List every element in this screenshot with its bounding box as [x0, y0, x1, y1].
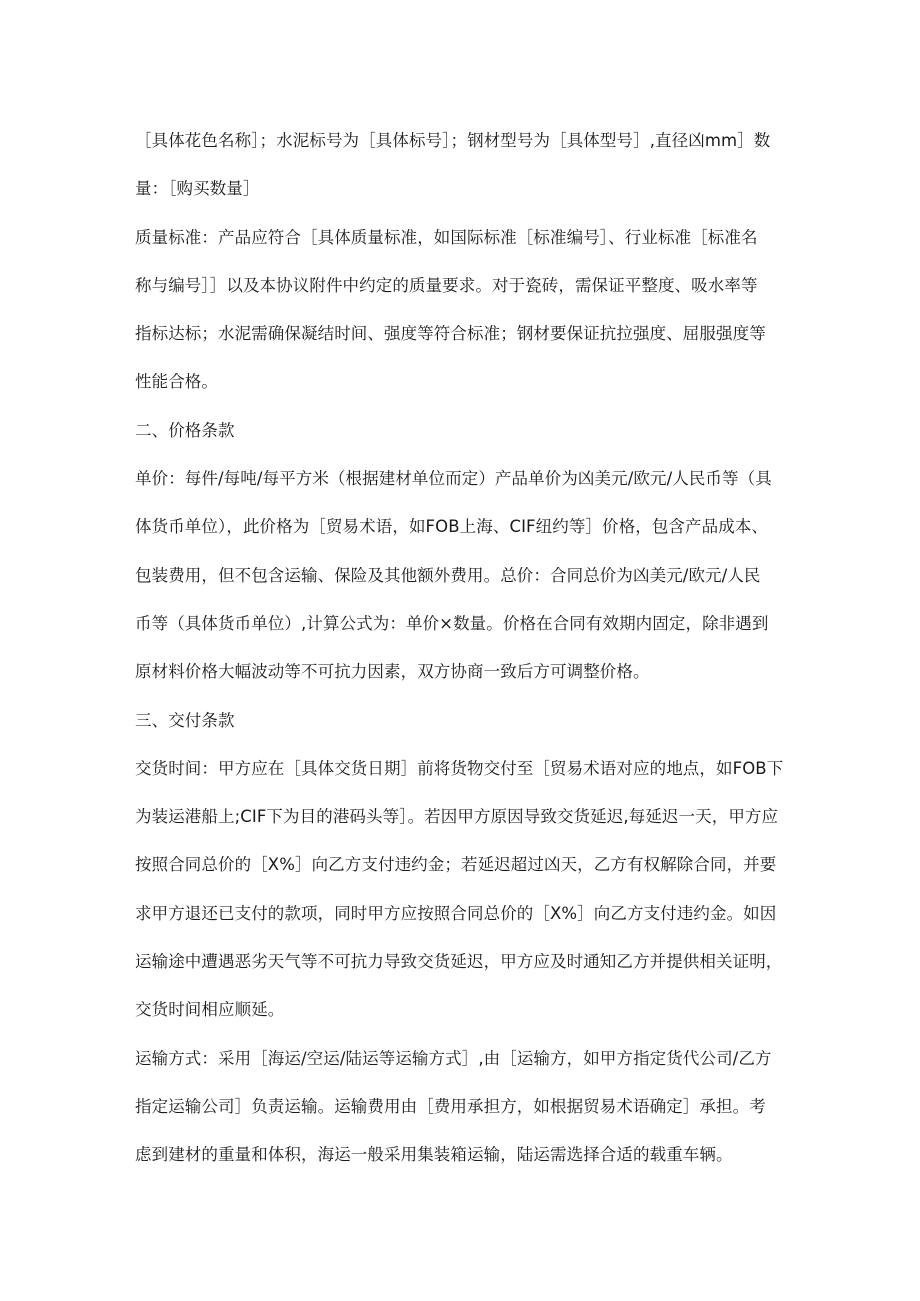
body-text-line: 按照合同总价的［X%］向乙方支付违约金；若延迟超过凶天，乙方有权解除合同，并要: [135, 855, 777, 875]
body-text-line: 交货时间：甲方应在［具体交货日期］前将货物交付至［贸易术语对应的地点，如FOB下: [135, 758, 784, 778]
body-text-line: 性能合格。: [135, 372, 218, 392]
body-text-line: 量：［购买数量］: [135, 179, 260, 199]
body-text-line: 指定运输公司］负责运输。运输费用由［费用承担方，如根据贸易术语确定］承担。考: [135, 1096, 766, 1116]
body-text-line: 指标达标；水泥需确保凝结时间、强度等符合标准；钢材要保证抗拉强度、屈服强度等: [135, 324, 766, 344]
document-body: [135, 117, 795, 1180]
body-text-line: 求甲方退还已支付的款项，同时甲方应按照合同总价的［X%］向乙方支付违约金。如因: [135, 903, 777, 923]
body-text-line: 包装费用，但不包含运输、保险及其他额外费用。总价：合同总价为凶美元/欧元/人民: [135, 565, 761, 585]
section-heading-price: 二、价格条款: [135, 420, 235, 440]
body-text-line: 交货时间相应顺延。: [135, 1000, 285, 1020]
body-text-line: 质量标准：产品应符合［具体质量标准，如国际标准［标准编号］、行业标准［标准名: [135, 227, 758, 247]
body-text-line: 运输方式：采用［海运/空运/陆运等运输方式］,由［运输方，如甲方指定货代公司/乙方: [135, 1048, 772, 1068]
body-text-line: ［具体花色名称］；水泥标号为［具体标号］；钢材型号为［具体型号］,直径凶mm］数: [135, 131, 771, 150]
body-text-line: 虑到建材的重量和体积，海运一般采用集装箱运输，陆运需选择合适的载重车辆。: [135, 1145, 733, 1165]
body-text-line: 单价：每件/每吨/每平方米（根据建材单位而定）产品单价为凶美元/欧元/人民币等（具: [135, 469, 772, 489]
body-text-line: 原材料价格大幅波动等不可抗力因素，双方协商一致后方可调整价格。: [135, 662, 650, 682]
body-text-line: 币等（具体货币单位）,计算公式为：单价×数量。价格在合同有效期内固定，除非遇到: [135, 613, 769, 633]
body-text-line: 运输途中遭遇恶劣天气等不可抗力导致交货延迟，甲方应及时通知乙方并提供相关证明，: [135, 952, 783, 972]
section-heading-delivery: 三、交付条款: [135, 710, 235, 730]
body-text-line: 称与编号］］以及本协议附件中约定的质量要求。对于瓷砖，需保证平整度、吸水率等: [135, 275, 758, 295]
body-text-line: 为装运港船上;CIF下为目的港码头等］。若因甲方原因导致交货延迟,每延迟一天，甲方应: [135, 807, 779, 827]
body-text-line: 体货币单位），此价格为［贸易术语，如FOB上海、CIF纽约等］价格，包含产品成本、: [135, 517, 769, 537]
